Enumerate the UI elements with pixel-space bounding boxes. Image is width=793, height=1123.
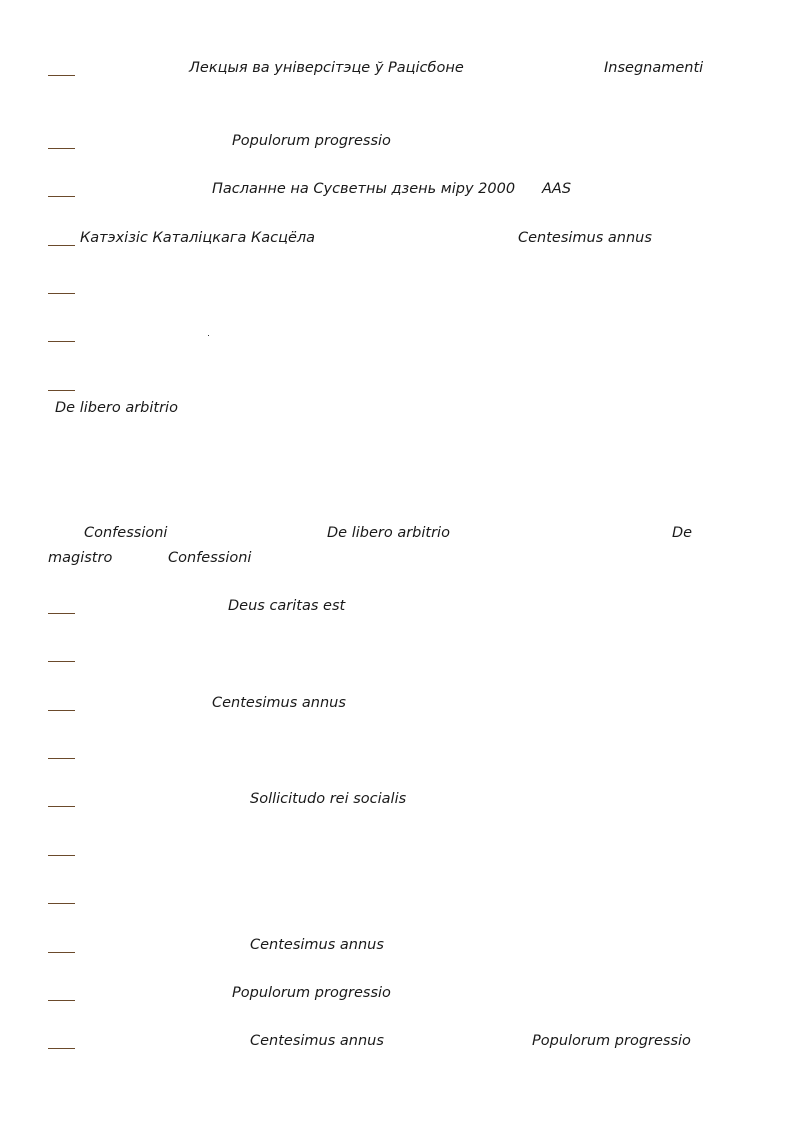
footnote-rule	[48, 806, 75, 807]
citation-title: Populorum progressio	[232, 133, 391, 149]
citation-title: Centesimus annus	[212, 695, 346, 711]
citation-title: Populorum progressio	[532, 1033, 691, 1049]
citation-title: De	[672, 525, 693, 541]
footnote-rule	[48, 903, 75, 904]
footnote-rule	[48, 952, 75, 953]
footnote-rule	[48, 390, 75, 391]
footnote-rule	[48, 855, 75, 856]
citation-title: Insegnamenti	[604, 60, 704, 76]
footnote-rule	[48, 661, 75, 662]
citation-title: Sollicitudo rei socialis	[250, 791, 407, 807]
footnote-rule	[48, 341, 75, 342]
footnote-rule	[48, 758, 75, 759]
citation-title: Пасланне на Сусветны дзень міру 2000	[212, 181, 516, 197]
citation-title: Confessioni	[168, 550, 252, 566]
citation-title: Populorum progressio	[232, 985, 391, 1001]
citation-title: magistro	[48, 550, 113, 566]
citation-title: De libero arbitrio	[327, 525, 450, 541]
footnote-rule	[48, 710, 75, 711]
footnote-rule	[48, 75, 75, 76]
citation-title: Confessioni	[84, 525, 168, 541]
stray-dot	[208, 335, 209, 336]
citation-title: De libero arbitrio	[55, 400, 178, 416]
footnote-rule	[48, 1048, 75, 1049]
citation-title: Centesimus annus	[518, 230, 652, 246]
footnote-rule	[48, 245, 75, 246]
citation-title: Centesimus annus	[250, 937, 384, 953]
footnote-rule	[48, 1000, 75, 1001]
citation-title: Лекцыя ва універсітэце ў Рацісбоне	[189, 60, 464, 76]
citation-title: AAS	[542, 181, 572, 197]
footnote-rule	[48, 148, 75, 149]
footnote-rule	[48, 196, 75, 197]
citation-title: Deus caritas est	[228, 598, 346, 614]
citation-title: Centesimus annus	[250, 1033, 384, 1049]
footnote-rule	[48, 613, 75, 614]
footnote-rule	[48, 293, 75, 294]
citation-title: Катэхізіс Каталіцкага Касцёла	[80, 230, 316, 246]
